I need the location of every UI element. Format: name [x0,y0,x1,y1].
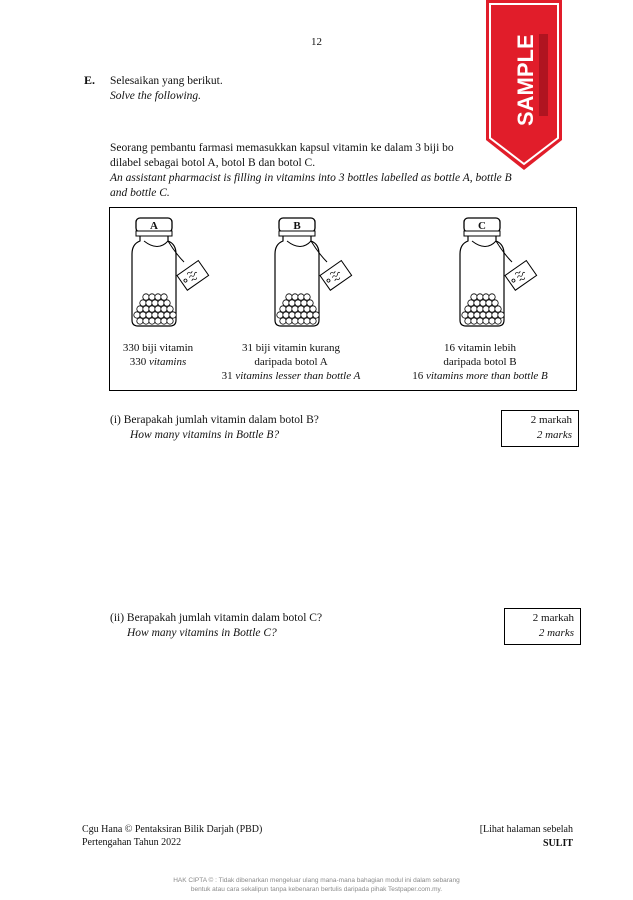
footer-next-page: [Lihat halaman sebelah [479,824,573,835]
copyright-notice [0,876,633,894]
question-2-marks-en: 2 marks [538,627,574,639]
intro-en-line1: An assistant pharmacist is filling in vitamins into 3 bottles labelled as bottle A, bottle B [110,172,512,184]
footer-term: Pertengahan Tahun 2022 [82,837,182,848]
footer-author: Cgu Hana © Pentaksiran Bilik Darjah (PBD) [82,824,263,835]
question-2-ms: (ii) Berapakah jumlah vitamin dalam botol C? [110,612,323,624]
intro-en-line2: and bottle C. [110,187,170,199]
question-2-marks-ms: 2 markah [532,612,574,624]
sample-stamp-text: SAMPLE [513,34,538,126]
bottle-c-label: C [478,220,486,232]
question-1-ms: (i) Berapakah jumlah vitamin dalam botol B? [110,414,319,426]
bottle-b-label: B [293,220,301,232]
bottle-b-caption-en: 31 vitamins lesser than bottle A [221,370,361,382]
bottle-c-icon [460,218,537,326]
question-1-marks-en: 2 marks [536,429,572,441]
question-1-marks-box [501,410,579,447]
copyright-line-2: bentuk atau cara sekalipun tanpa kebenaran bertulis daripada pihak Testpaper.com.my. [190,886,443,893]
question-2-marks-box [504,608,581,645]
bottle-b-caption-ms-2: daripada botol A [254,356,328,368]
copyright-line-1: HAK CIPTA © : Tidak dibenarkan mengeluar ulang mana-mana bahagian modul ini dalam sebarang [173,877,460,884]
question-1-marks-ms: 2 markah [530,414,572,426]
bottles-figure [109,207,577,391]
sample-stamp-icon [486,0,562,170]
section-letter: E. [84,73,96,87]
bottle-c-caption-en: 16 vitamins more than bottle B [412,370,548,382]
question-1-en: How many vitamins in Bottle B? [130,429,280,441]
page-number: 12 [311,36,322,48]
instruction-en: Solve the following. [110,90,202,102]
bottle-a-label: A [150,220,158,232]
footer-sulit: SULIT [542,838,573,849]
bottle-c-caption-ms-1: 16 vitamin lebih [443,342,517,354]
intro-ms-line2: dilabel sebagai botol A, botol B dan botol C. [110,157,316,169]
instruction-ms: Selesaikan yang berikut. [110,75,223,87]
bottle-a-caption-en: 330 vitamins [129,356,187,368]
bottle-a-icon [132,218,209,326]
bottle-a-caption-ms: 330 biji vitamin [122,342,194,354]
intro-ms-line1: Seorang pembantu farmasi memasukkan kapsul vitamin ke dalam 3 biji bo [110,142,454,154]
question-2-en: How many vitamins in Bottle C? [127,627,277,639]
bottle-b-caption-ms-1: 31 biji vitamin kurang [241,342,341,354]
bottle-c-caption-ms-2: daripada botol B [443,356,517,368]
bottle-b-icon [275,218,352,326]
